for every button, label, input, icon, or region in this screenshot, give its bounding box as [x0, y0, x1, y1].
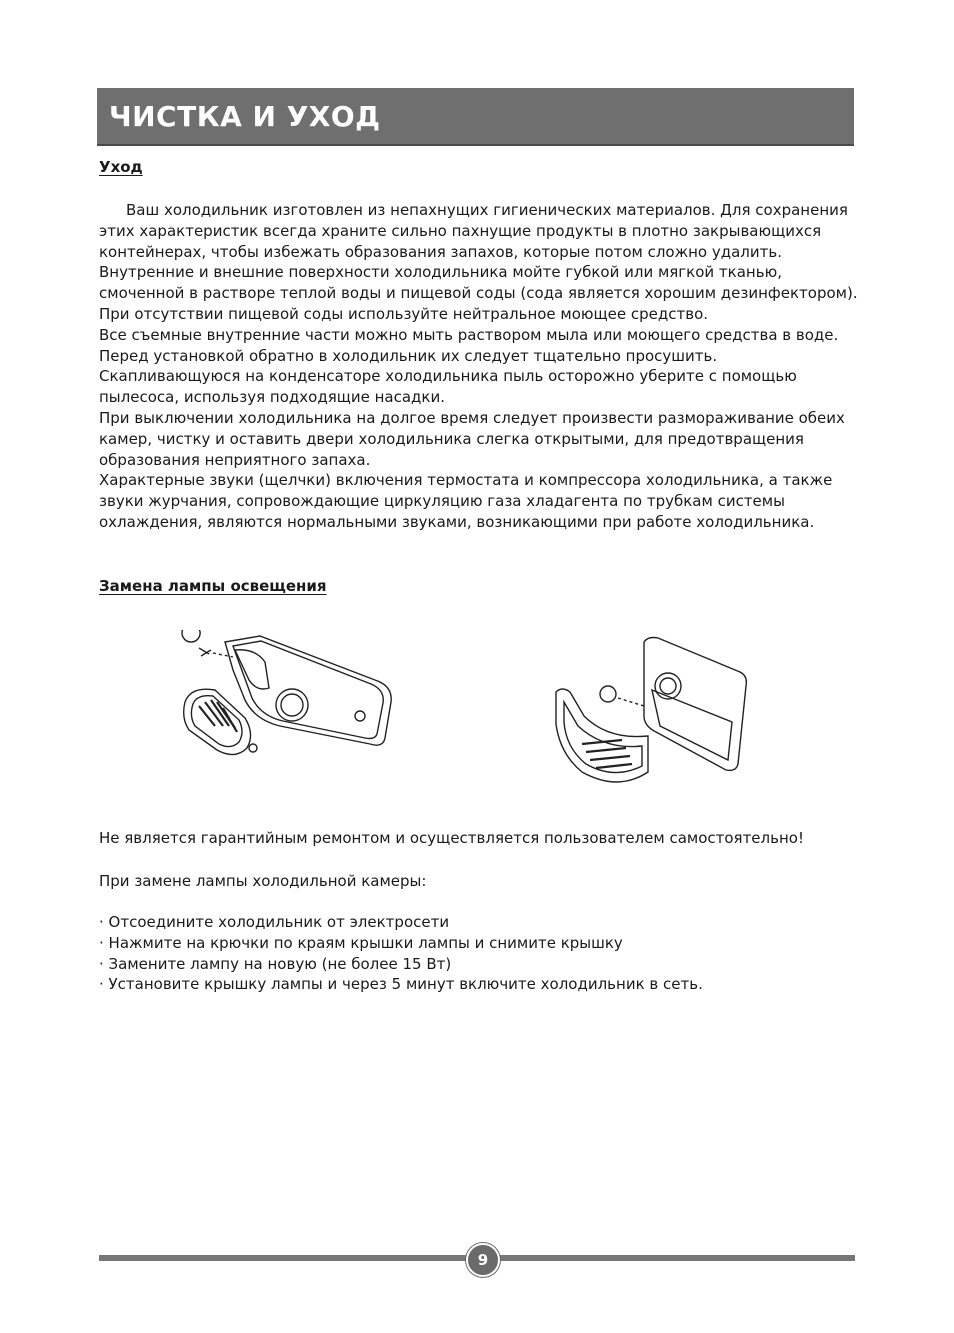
care-heading: Уход [99, 158, 143, 176]
care-line: звуки журчания, сопровождающие циркуляцию газа хладагента по трубкам системы [99, 492, 785, 511]
lamp-heading: Замена лампы освещения [99, 577, 327, 595]
care-line: При отсутствии пищевой соды используйте нейтральное моющее средство. [99, 304, 709, 323]
lamp-steps-list [99, 912, 703, 995]
lamp-intro: При замене лампы холодильной камеры: [99, 872, 427, 890]
lamp-cover-removal-illustration-2 [548, 632, 753, 802]
page-number-badge: 9 [466, 1243, 500, 1277]
care-line: контейнерах, чтобы избежать образования запахов, которые потом сложно удалить. [99, 242, 782, 261]
list-item: · Установите крышку лампы и через 5 минут включите холодильник в сеть. [99, 975, 703, 994]
care-line: Скапливающуюся на конденсаторе холодильника пыль осторожно уберите с помощью [99, 367, 797, 386]
care-line: Ваш холодильник изготовлен из непахнущих гигиенических материалов. Для сохранения [126, 201, 848, 219]
list-item: · Замените лампу на новую (не более 15 Вт) [99, 954, 452, 973]
care-line: камер, чистку и оставить двери холодильника слегка открытыми, для предотвращения [99, 429, 804, 448]
care-line: образования неприятного запаха. [99, 450, 371, 469]
list-item: · Нажмите на крючки по краям крышки лампы и снимите крышку [99, 933, 623, 952]
list-item: · Отсоедините холодильник от электросети [99, 913, 450, 931]
warning-text: Не является гарантийным ремонтом и осуществляется пользователем самостоятельно! [99, 829, 804, 847]
care-line: охлаждения, являются нормальными звуками, возникающими при работе холодильника. [99, 512, 815, 531]
care-line: Внутренние и внешние поверхности холодильника мойте губкой или мягкой тканью, [99, 263, 782, 282]
care-line: При выключении холодильника на долгое время следует произвести размораживание обеих [99, 408, 845, 427]
care-paragraph [99, 200, 879, 533]
page-title: ЧИСТКА И УХОД [109, 100, 381, 133]
care-line: Все съемные внутренние части можно мыть раствором мыла или моющего средства в воде. [99, 325, 839, 344]
care-line: этих характеристик всегда храните сильно пахнущие продукты в плотно закрывающихся [99, 221, 822, 240]
section-title-bar [97, 88, 854, 146]
care-line: Перед установкой обратно в холодильник их следует тщательно просушить. [99, 346, 718, 365]
care-line: пылесоса, используя подходящие насадки. [99, 388, 445, 407]
lamp-cover-removal-illustration-1 [165, 630, 400, 770]
care-line: смоченной в растворе теплой воды и пищевой соды (сода является хорошим дезинфектором). [99, 284, 858, 303]
care-line: Характерные звуки (щелчки) включения термостата и компрессора холодильника, а также [99, 471, 833, 490]
